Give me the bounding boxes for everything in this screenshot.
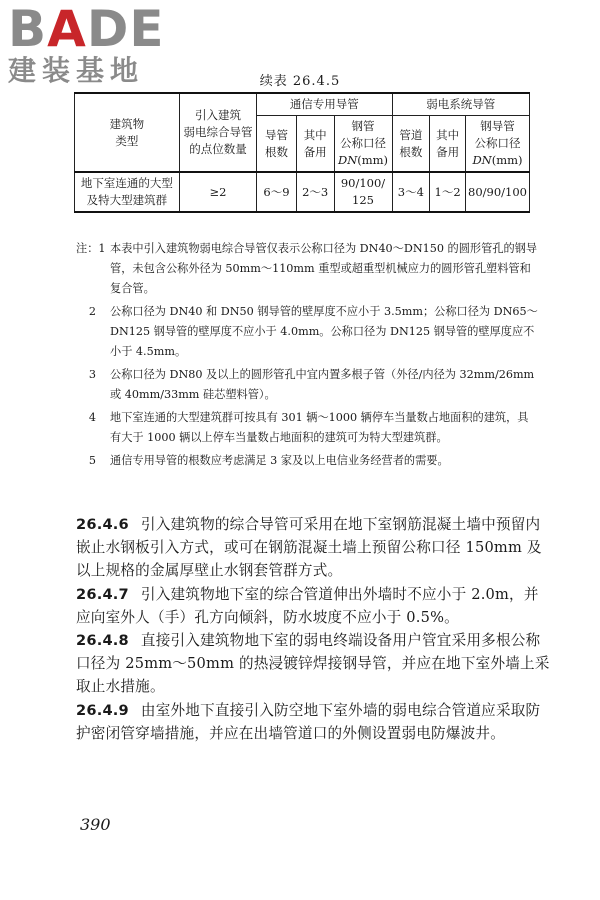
cell-building-type: 地下室连通的大型 及特大型建筑群 [75,172,180,212]
cell-weak-dn: 80/90/100 [465,172,529,212]
header-weak-count: 管道 根数 [392,116,430,173]
header-weak-group: 弱电系统导管 [392,93,530,116]
header-comm-group: 通信专用导管 [257,93,392,116]
cell-weak-count: 3～4 [392,172,430,212]
header-point-count: 引入建筑 弱电综合导管 的点位数量 [179,93,256,172]
table-notes [76,239,538,474]
clauses [76,513,550,745]
clause-26-4-8: 26.4.8 直接引入建筑物地下室的弱电终端设备用户管宜采用多根公称口径为 25mm～50mm 的热浸镀锌焊接钢导管，并应在地下室外墙上采取止水措施。 [76,632,550,696]
cell-comm-count: 6～9 [257,172,297,212]
cell-weak-spare: 1～2 [430,172,466,212]
header-weak-spare: 其中 备用 [430,116,466,173]
header-comm-count: 导管 根数 [257,116,297,173]
cell-point-count: ≥2 [179,172,256,212]
table-caption: 续表 26.4.5 [259,74,341,89]
page-number: 390 [80,815,111,834]
note-item: 2 公称口径为 DN40 和 DN50 钢导管的壁厚度不应小于 3.5mm；公称口径为 DN65～DN125 钢导管的壁厚度不应小于 4.0mm。公称口径为 DN125 钢导管的壁厚度应不小于 4.5mm。 [88,305,538,358]
header-building-type: 建筑物 类型 [75,93,180,172]
note-item: 4 地下室连通的大型建筑群可按具有 301 辆～1000 辆停车当量数占地面积的建筑，具有大于 1000 辆以上停车当量数占地面积的建筑可为特大型建筑群。 [88,411,529,444]
logo-subtitle: 建装基地 [8,54,145,87]
table-row [75,172,530,212]
note-item: 3 公称口径为 DN80 及以上的圆形管孔中宜内置多根子管（外径/内径为 32mm/26mm 或 40mm/33mm 硅芯塑料管）。 [88,368,535,401]
header-weak-dn: 钢导管 公称口径 DN(mm) [465,116,529,173]
spec-table [74,92,530,213]
clause-26-4-9: 26.4.9 由室外地下直接引入防空地下室外墙的弱电综合管道应采取防护密闭管穿墙措施，并应在出墙管道口的外侧设置弱电防爆波井。 [76,701,541,742]
clause-26-4-7: 26.4.7 引入建筑物地下室的综合管道伸出外墙时不应小于 2.0m，并应向室外人（手）孔方向倾斜，防水坡度不应小于 0.5%。 [76,585,539,626]
note-item: 注：1 本表中引入建筑物弱电综合导管仅表示公称口径为 DN40～DN150 的圆形管孔的钢导管，未包含公称外径为 50mm～110mm 重型或超重型机械应力的圆形管孔塑料管和复合管。 [76,242,538,295]
logo-wordmark: BADE [8,0,165,58]
header-comm-dn: 钢管 公称口径 DN(mm) [334,116,392,173]
note-item: 5 通信专用导管的根数应考虑满足 3 家及以上电信业务经营者的需要。 [88,454,449,467]
header-comm-spare: 其中 备用 [296,116,334,173]
cell-comm-dn: 90/100/ 125 [334,172,392,212]
cell-comm-spare: 2～3 [296,172,334,212]
clause-26-4-6: 26.4.6 引入建筑物的综合导管可采用在地下室钢筋混凝土墙中预留内嵌止水钢板引入方式，或可在钢筋混凝土墙上预留公称口径 150mm 及以上规格的金属厚壁止水钢套管群方式。 [76,516,542,580]
table-header-row [75,93,530,116]
